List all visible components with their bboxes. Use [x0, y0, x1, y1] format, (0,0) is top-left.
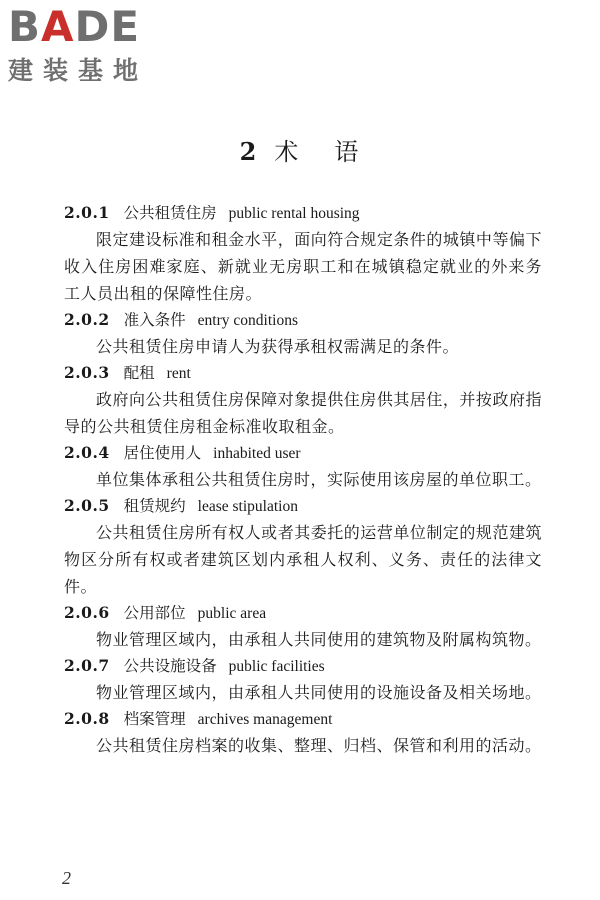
term-name-en: inhabited user — [213, 445, 301, 462]
term-heading — [64, 653, 542, 679]
bade-logo — [8, 4, 178, 86]
term-entry — [64, 600, 542, 653]
term-definition: 限定建设标准和租金水平，面向符合规定条件的城镇中等偏下收入住房困难家庭、新就业无房职工和在城镇稳定就业的外来务工人员出租的保障性住房。 — [64, 230, 542, 303]
term-entry — [64, 307, 542, 360]
term-heading — [64, 360, 542, 386]
term-number: 2.0.8 — [64, 709, 110, 728]
term-heading — [64, 440, 542, 466]
term-definition: 公共租赁住房档案的收集、整理、归档、保管和利用的活动。 — [96, 736, 542, 755]
term-name-cn: 档案管理 — [123, 710, 186, 728]
chapter-title — [0, 132, 600, 167]
term-name-en: archives management — [197, 711, 333, 728]
term-heading — [64, 706, 542, 732]
term-name-en: lease stipulation — [197, 498, 298, 515]
term-number: 2.0.1 — [64, 203, 110, 222]
term-number: 2.0.5 — [64, 496, 110, 515]
logo-wordmark — [8, 4, 178, 50]
term-definition: 单位集体承租公共租赁住房时，实际使用该房屋的单位职工。 — [96, 470, 542, 489]
term-definition: 物业管理区域内，由承租人共同使用的建筑物及附属构筑物。 — [96, 630, 542, 649]
term-heading — [64, 307, 542, 333]
term-name-en: rent — [166, 365, 191, 382]
term-name-cn: 公共租赁住房 — [123, 204, 217, 222]
term-number: 2.0.2 — [64, 310, 110, 329]
term-entry — [64, 653, 542, 706]
term-name-en: public area — [197, 605, 267, 622]
term-heading — [64, 493, 542, 519]
term-number: 2.0.3 — [64, 363, 110, 382]
term-name-en: entry conditions — [197, 312, 298, 329]
logo-subtitle: 建装基地 — [8, 56, 149, 85]
term-entry — [64, 360, 542, 440]
term-number: 2.0.4 — [64, 443, 110, 462]
term-entry — [64, 440, 542, 493]
term-heading — [64, 200, 542, 226]
term-name-cn: 公用部位 — [123, 604, 186, 622]
term-entry — [64, 493, 542, 600]
page-number: 2 — [62, 868, 71, 888]
term-heading — [64, 600, 542, 626]
chapter-title-char-1: 术 — [274, 138, 301, 166]
chapter-number: 2 — [239, 137, 259, 166]
term-name-cn: 租赁规约 — [123, 497, 186, 515]
term-name-en: public facilities — [228, 658, 325, 675]
chapter-title-char-2: 语 — [334, 138, 361, 166]
term-number: 2.0.6 — [64, 603, 110, 622]
logo-letter-b: B — [8, 2, 42, 51]
term-entry — [64, 706, 542, 759]
term-entry — [64, 200, 542, 307]
term-definition: 公共租赁住房所有权人或者其委托的运营单位制定的规范建筑物区分所有权或者建筑区划内承租人权利、义务、责任的法律文件。 — [64, 523, 542, 596]
term-definition: 政府向公共租赁住房保障对象提供住房供其居住，并按政府指导的公共租赁住房租金标准收取租金。 — [64, 390, 542, 436]
term-name-cn: 配租 — [123, 364, 155, 382]
term-name-en: public rental housing — [228, 205, 360, 222]
logo-letter-a: A — [41, 2, 75, 51]
term-name-cn: 准入条件 — [123, 311, 186, 329]
logo-letters-de: DE — [74, 2, 141, 51]
term-definition: 公共租赁住房申请人为获得承租权需满足的条件。 — [96, 337, 460, 356]
term-name-cn: 居住使用人 — [123, 444, 202, 462]
term-name-cn: 公共设施设备 — [123, 657, 217, 675]
term-number: 2.0.7 — [64, 656, 110, 675]
term-definition: 物业管理区域内，由承租人共同使用的设施设备及相关场地。 — [96, 683, 542, 702]
terms-list — [64, 200, 542, 759]
